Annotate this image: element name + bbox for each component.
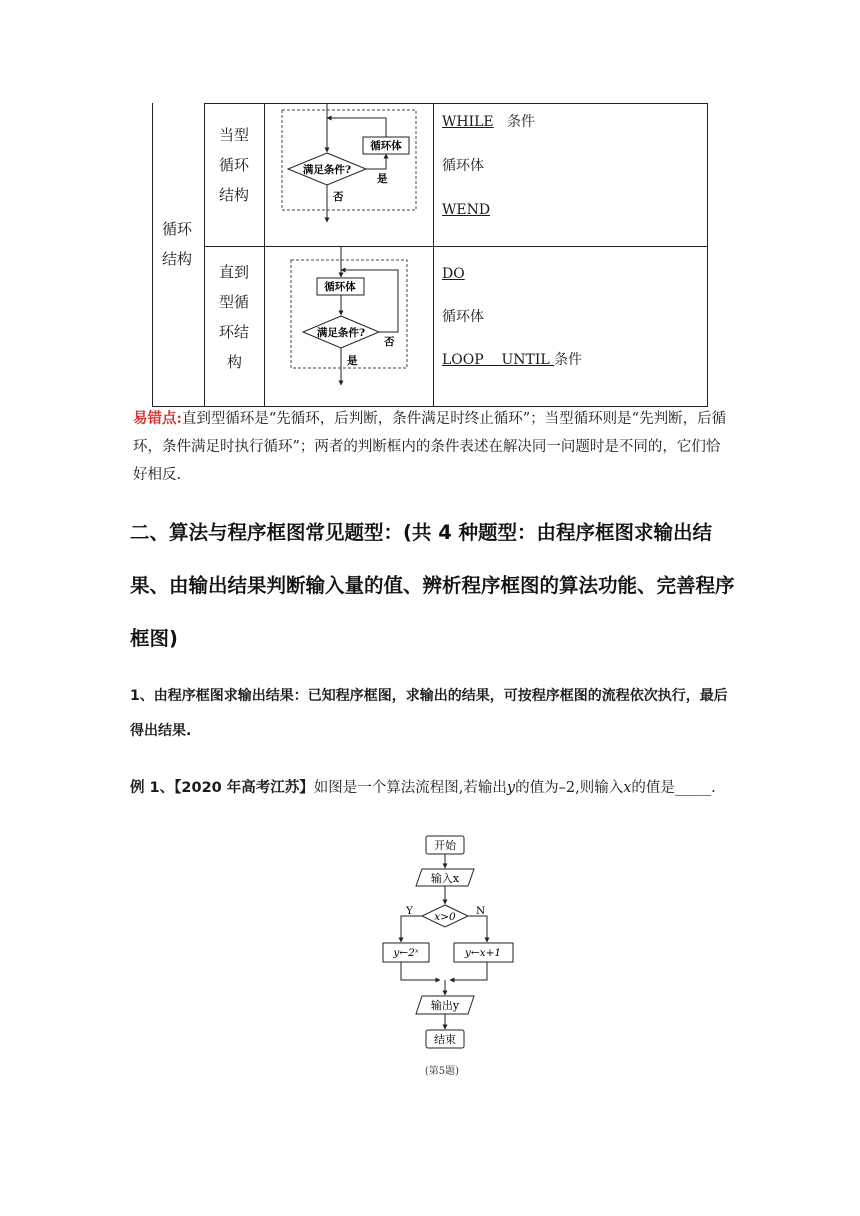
condition-text: 满足条件? bbox=[302, 164, 352, 176]
dashed-frame bbox=[282, 110, 416, 210]
example-text: 如图是一个算法流程图,若输出 bbox=[313, 780, 507, 796]
while-type-label bbox=[219, 120, 249, 210]
label-line: 构 bbox=[227, 353, 243, 371]
no-label: N bbox=[476, 905, 486, 917]
no-label: 否 bbox=[333, 191, 344, 203]
while-keyword: WHILE bbox=[442, 114, 494, 130]
item-1-text: 1、由程序框图求输出结果：已知程序框图，求输出的结果，可按程序框图的流程依次执行，最后得出结果. bbox=[130, 688, 728, 739]
loop-body-text: 循环体 bbox=[370, 140, 402, 152]
yes-label: 是 bbox=[347, 355, 358, 367]
loop-body-word: 循环体 bbox=[442, 158, 484, 174]
loop-structure-table bbox=[152, 103, 708, 407]
label-line: 型循 bbox=[219, 293, 250, 311]
loop-keyword: LOOP bbox=[442, 352, 484, 368]
do-keyword: DO bbox=[442, 266, 465, 282]
value: –2 bbox=[558, 780, 576, 796]
condition-word: 条件 bbox=[554, 352, 583, 368]
note-label: 易错点: bbox=[133, 410, 182, 427]
until-loop-diagram bbox=[265, 247, 433, 407]
until-code bbox=[442, 267, 582, 367]
algorithm-flowchart bbox=[370, 830, 550, 1080]
end-text: 结束 bbox=[434, 1033, 456, 1046]
yes-label: Y bbox=[406, 905, 413, 917]
right-assign-text: y←x+1 bbox=[464, 947, 502, 959]
example-text: 的值是 bbox=[631, 780, 675, 796]
input-text: 输入x bbox=[430, 872, 460, 885]
wend-keyword: WEND bbox=[442, 202, 491, 218]
yes-label: 是 bbox=[377, 173, 388, 185]
dashed-frame bbox=[291, 260, 407, 368]
loop-body-text: 循环体 bbox=[324, 281, 356, 293]
start-text: 开始 bbox=[434, 839, 456, 852]
example-source: 【2020 年高考江苏】 bbox=[174, 780, 314, 796]
while-code bbox=[442, 115, 535, 217]
section-heading: 二、算法与程序框图常见题型：(共 4 种题型：由程序框图求输出结果、由输出结果判断输入量的值、辨析程序框图的算法功能、完善程序框图) bbox=[130, 521, 735, 650]
example-text: 的值为 bbox=[515, 780, 559, 796]
condition-word: 条件 bbox=[507, 114, 536, 130]
note-text: 直到型循环是“先循环，后判断，条件满足时终止循环”；当型循环则是“先判断，后循环，条件满足时执行循环”；两者的判断框内的条件表述在解决同一问题时是不同的，它们恰好相反. bbox=[133, 411, 727, 483]
loop-body-word: 循环体 bbox=[442, 309, 484, 325]
output-text: 输出y bbox=[430, 999, 460, 1012]
label-line: 直到 bbox=[219, 263, 250, 281]
example-end: . bbox=[711, 780, 716, 796]
example-prefix: 例 1、 bbox=[130, 780, 175, 796]
left-assign-text: y←2ˣ bbox=[393, 947, 419, 959]
var-y: y bbox=[506, 780, 516, 796]
label-line: 循环 bbox=[219, 156, 250, 174]
until-type-label bbox=[219, 257, 249, 377]
no-label: 否 bbox=[384, 336, 395, 348]
row-header-line: 循环 bbox=[162, 220, 193, 238]
var-x: x bbox=[623, 780, 632, 796]
figure-caption: (第5题) bbox=[424, 1066, 460, 1077]
row-header-line: 结构 bbox=[162, 250, 193, 268]
row-header-loop-structure bbox=[162, 214, 192, 274]
label-line: 环结 bbox=[219, 323, 250, 341]
until-keyword: UNTIL bbox=[501, 352, 550, 368]
error-prone-note bbox=[133, 405, 733, 489]
condition-text: 满足条件? bbox=[316, 327, 366, 339]
answer-blank[interactable]: _____ bbox=[674, 780, 712, 796]
example-text: ,则输入 bbox=[575, 780, 624, 796]
condition-text: x>0 bbox=[434, 911, 456, 923]
while-loop-diagram bbox=[265, 104, 433, 246]
label-line: 结构 bbox=[219, 186, 250, 204]
example-1 bbox=[130, 776, 716, 797]
label-line: 当型 bbox=[219, 126, 250, 144]
